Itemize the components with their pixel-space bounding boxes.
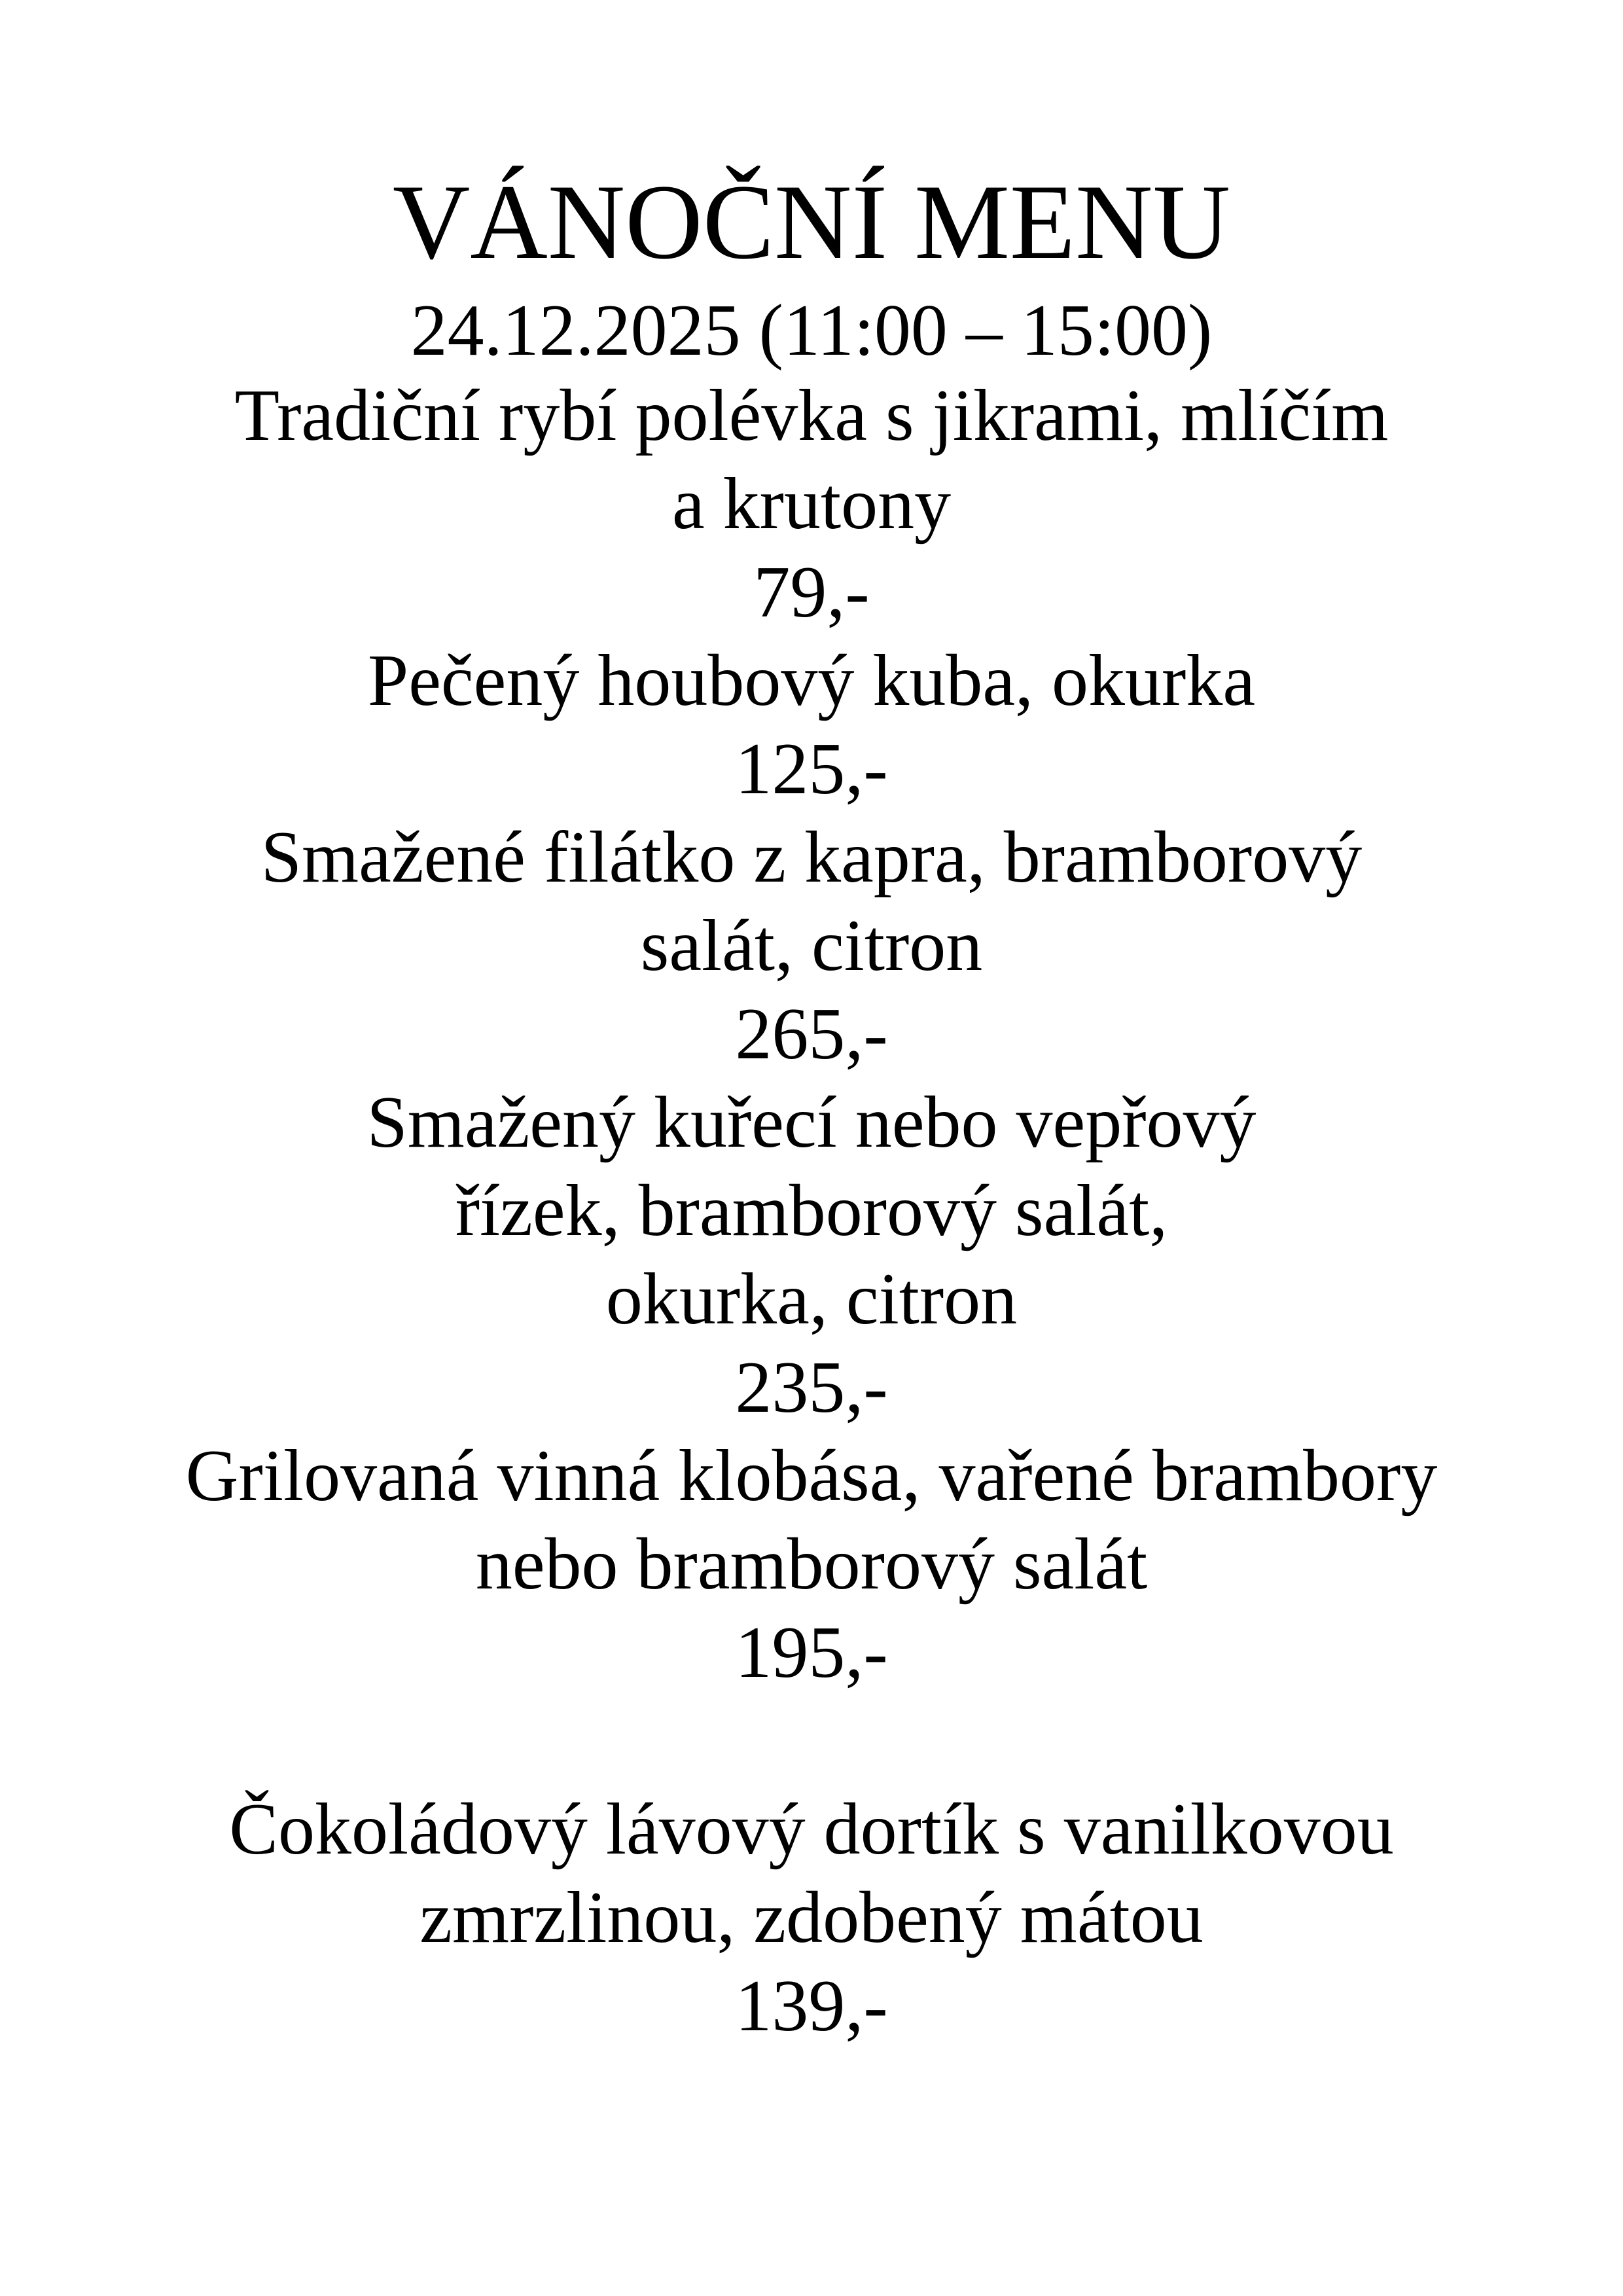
menu-title: VÁNOČNÍ MENU	[392, 163, 1231, 281]
item-1-line-2: a krutony	[671, 463, 952, 545]
item-4-line-1: Smažený kuřecí nebo vepřový	[366, 1082, 1257, 1163]
item-1-line-1: Tradiční rybí polévka s jikrami, mlíčím	[234, 375, 1389, 456]
item-6-line-2: zmrzlinou, zdobený mátou	[419, 1877, 1204, 1958]
item-3-line-2: salát, citron	[640, 905, 983, 986]
item-2-line-1: Pečený houbový kuba, okurka	[367, 640, 1256, 721]
item-6-line-1: Čokoládový lávový dortík s vanilkovou	[229, 1789, 1394, 1870]
item-5-line-2: nebo bramborový salát	[475, 1524, 1148, 1605]
item-1-price: 79,-	[753, 552, 870, 633]
item-5-line-1: Grilovaná vinná klobása, vařené brambory	[185, 1435, 1438, 1516]
item-3-line-1: Smažené filátko z kapra, bramborový	[260, 817, 1363, 898]
item-5-price: 195,-	[735, 1612, 888, 1693]
item-6-price: 139,-	[735, 1965, 888, 2047]
menu-date-time: 24.12.2025 (11:00 – 15:00)	[410, 290, 1213, 371]
item-4-line-2: řízek, bramborový salát,	[455, 1170, 1168, 1251]
item-4-line-3: okurka, citron	[605, 1259, 1018, 1340]
item-4-price: 235,-	[735, 1347, 888, 1428]
item-3-price: 265,-	[735, 994, 888, 1075]
item-2-price: 125,-	[735, 728, 888, 810]
